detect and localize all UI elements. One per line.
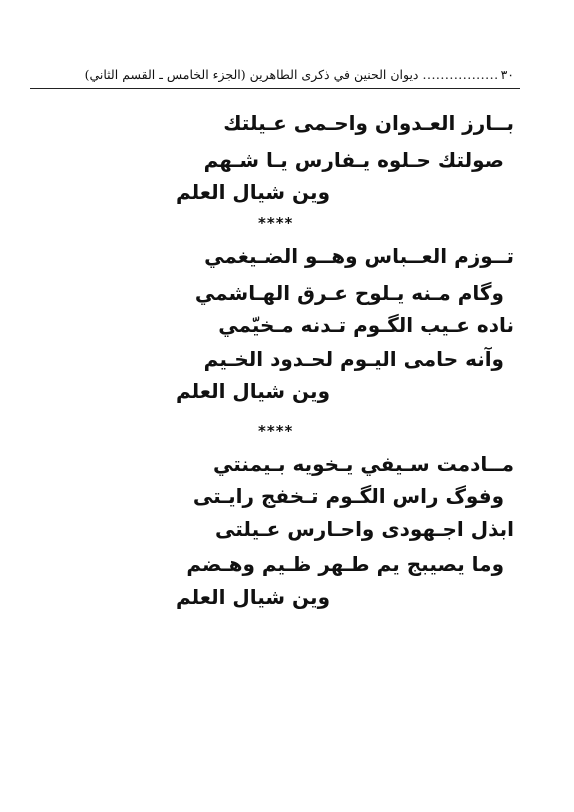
page-number: ٣٠ bbox=[500, 66, 514, 82]
verse-line-6: وآنه حامى اليـوم لحـدود الخـيم bbox=[203, 347, 504, 371]
verse-line-9: ابذل اجـهودى واحـارس عـيلتى bbox=[215, 517, 514, 541]
verse-line-7: مــادمت سـيفي يـخويه بـيمنتي bbox=[213, 452, 514, 476]
verse-line-2: صولتك حـلوه يـفارس يـا شـهم bbox=[203, 148, 504, 172]
verse-line-4: وگام مـنه يـلوح عـرق الهـاشمي bbox=[194, 281, 504, 305]
running-header bbox=[32, 62, 514, 86]
verse-line-3: تــوزم العــباس وهــو الضـيغمي bbox=[204, 244, 514, 268]
verse-line-1: بــارز العـدوان واحـمى عـيلتك bbox=[223, 111, 514, 135]
stanza-separator-2: **** bbox=[258, 422, 294, 440]
stanza-separator-1: **** bbox=[258, 214, 294, 232]
header-rule bbox=[30, 88, 520, 89]
verse-line-5: ناده عـيب الگـوم تـدنه مـخيّمي bbox=[218, 313, 514, 337]
refrain-line-3: وين شيال العلم bbox=[175, 585, 330, 609]
book-title: ديوان الحنين في ذكرى الطاهرين (الجزء الخامس ـ القسم الثاني) bbox=[84, 66, 419, 82]
refrain-line-1: وين شيال العلم bbox=[175, 180, 330, 204]
refrain-line-2: وين شيال العلم bbox=[175, 379, 330, 403]
header-leader-dots: ................. bbox=[422, 66, 499, 82]
verse-line-10: وما يصيبج يم طـهر ظـيم وهـضم bbox=[186, 552, 504, 576]
verse-line-8: وفوگ راس الگـوم تـخفج رايـتى bbox=[192, 484, 504, 508]
